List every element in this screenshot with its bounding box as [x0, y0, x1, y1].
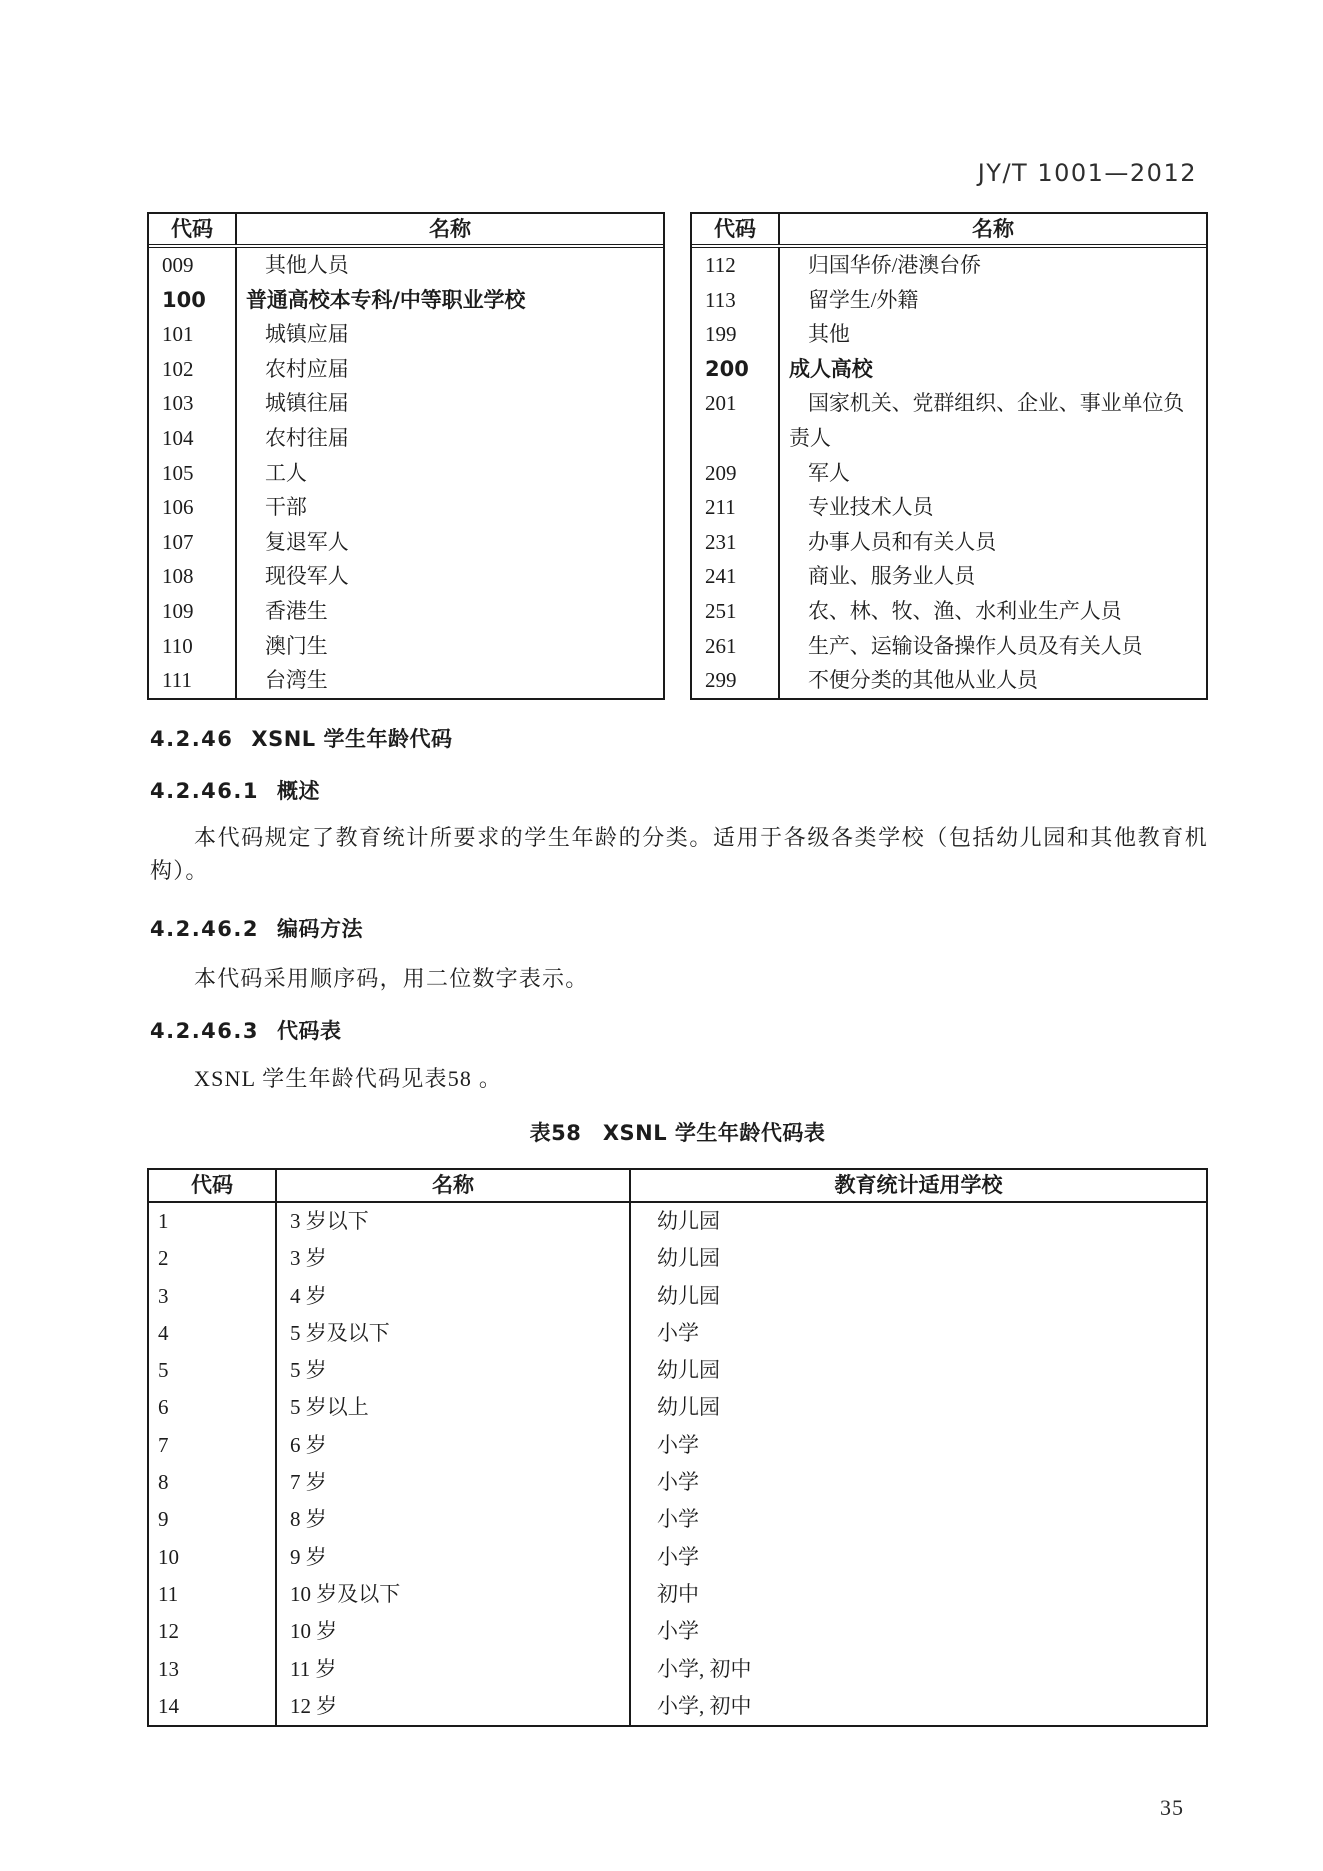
school-cell: 幼儿园: [629, 1389, 1206, 1426]
column-header-code: 代码: [191, 1173, 233, 1197]
name-cell: 成人高校: [778, 352, 1206, 387]
code-cell: 241: [705, 564, 737, 589]
table-row: [692, 456, 1206, 491]
section-number: 4.2.46.1: [150, 779, 259, 803]
name-cell: 城镇应届: [235, 317, 663, 352]
name-cell: 农村应届: [235, 352, 663, 387]
column-header-code: 代码: [714, 217, 756, 241]
column-header-school: 教育统计适用学校: [629, 1170, 1206, 1201]
code-cell: 113: [705, 287, 736, 312]
table-row: [149, 283, 663, 318]
section-title: 概述: [277, 779, 320, 803]
name-cell: 现役军人: [235, 559, 663, 594]
section-heading-4-2-46-3: [150, 1018, 342, 1044]
section-number: 4.2.46: [150, 727, 234, 751]
name-cell: 留学生/外籍: [778, 283, 1206, 318]
code-cell: 11: [158, 1581, 179, 1606]
table-row: [149, 1278, 1206, 1315]
column-header-name: 名称: [275, 1170, 629, 1201]
name-cell: 普通高校本专科/中等职业学校: [235, 283, 663, 318]
code-cell: 6: [158, 1395, 169, 1420]
table-row: [149, 594, 663, 629]
name-cell: 11 岁: [275, 1651, 629, 1688]
paragraph-overview: 本代码规定了教育统计所要求的学生年龄的分类。适用于各级各类学校（包括幼儿园和其他教育机构）。: [150, 825, 1208, 883]
school-cell: 幼儿园: [629, 1240, 1206, 1277]
table-row: [149, 1389, 1206, 1426]
table58: [147, 1168, 1208, 1727]
table58-caption: 表58 XSNL 学生年龄代码表: [529, 1121, 826, 1145]
name-cell: 农、林、牧、渔、水利业生产人员: [778, 594, 1206, 629]
table-row: [149, 1352, 1206, 1389]
name-cell: 城镇往届: [235, 386, 663, 421]
table-row: [692, 248, 1206, 283]
table-header-row: [149, 1170, 1206, 1203]
code-cell: 211: [705, 495, 736, 520]
school-cell: 初中: [629, 1576, 1206, 1613]
school-cell: 幼儿园: [629, 1352, 1206, 1389]
name-cell: 不便分类的其他从业人员: [778, 663, 1206, 698]
name-cell: 9 岁: [275, 1539, 629, 1576]
column-header-code: 代码: [171, 217, 213, 241]
table-row: [149, 1613, 1206, 1650]
column-header-name: 名称: [778, 214, 1206, 244]
name-cell: 商业、服务业人员: [778, 559, 1206, 594]
code-cell: 4: [158, 1320, 169, 1345]
code-cell: 105: [162, 460, 194, 485]
name-cell: 3 岁以下: [275, 1203, 629, 1240]
school-cell: 小学: [629, 1613, 1206, 1650]
name-cell: 3 岁: [275, 1240, 629, 1277]
code-cell: 101: [162, 322, 194, 347]
standard-number: JY/T 1001—2012: [977, 159, 1197, 187]
table-row: [149, 248, 663, 283]
school-cell: 幼儿园: [629, 1203, 1206, 1240]
table-row: [149, 352, 663, 387]
code-cell: 13: [158, 1656, 179, 1681]
table-row: [692, 317, 1206, 352]
code-cell: 8: [158, 1470, 169, 1495]
code-cell: 14: [158, 1693, 179, 1718]
code-cell: 199: [705, 322, 737, 347]
table-row: [692, 283, 1206, 318]
table-row: [149, 386, 663, 421]
code-cell: 209: [705, 460, 737, 485]
name-cell: 5 岁及以下: [275, 1315, 629, 1352]
school-cell: 小学: [629, 1539, 1206, 1576]
name-cell: 8 岁: [275, 1501, 629, 1538]
table-body: [149, 248, 663, 698]
table-row: [692, 386, 1206, 455]
name-cell: 5 岁: [275, 1352, 629, 1389]
name-cell: 台湾生: [235, 663, 663, 698]
table-row: [692, 594, 1206, 629]
school-cell: 小学, 初中: [629, 1651, 1206, 1688]
name-cell: 其他: [778, 317, 1206, 352]
code-cell: 106: [162, 495, 194, 520]
code-cell: 251: [705, 598, 737, 623]
table-row: [149, 559, 663, 594]
code-cell: 12: [158, 1619, 179, 1644]
code-cell: 107: [162, 529, 194, 554]
name-cell: 农村往届: [235, 421, 663, 456]
school-cell: 小学: [629, 1464, 1206, 1501]
code-cell: 2: [158, 1246, 169, 1271]
name-cell: 生产、运输设备操作人员及有关人员: [778, 629, 1206, 664]
table-row: [149, 1688, 1206, 1725]
name-cell: 国家机关、党群组织、企业、事业单位负责人: [778, 386, 1206, 455]
table-body: [149, 1203, 1206, 1725]
name-cell: 军人: [778, 456, 1206, 491]
table-row: [692, 525, 1206, 560]
table-row: [149, 1315, 1206, 1352]
table-row: [149, 1240, 1206, 1277]
school-cell: 幼儿园: [629, 1278, 1206, 1315]
name-cell: 澳门生: [235, 629, 663, 664]
table-row: [149, 421, 663, 456]
section-number: 4.2.46.3: [150, 1019, 259, 1043]
section-title: 代码表: [277, 1019, 342, 1043]
code-cell: 108: [162, 564, 194, 589]
table-row: [692, 629, 1206, 664]
code-cell: 10: [158, 1544, 179, 1569]
table-row: [149, 629, 663, 664]
name-cell: 6 岁: [275, 1427, 629, 1464]
code-table-left: [147, 212, 665, 700]
code-cell: 9: [158, 1507, 169, 1532]
table-row: [692, 352, 1206, 387]
table-row: [149, 1651, 1206, 1688]
code-cell: 100: [162, 287, 206, 312]
paragraph-code-table-ref: XSNL 学生年龄代码见表58 。: [194, 1066, 503, 1091]
table-row: [149, 663, 663, 698]
code-cell: 200: [705, 356, 749, 381]
school-cell: 小学: [629, 1501, 1206, 1538]
name-cell: 工人: [235, 456, 663, 491]
code-cell: 299: [705, 668, 737, 693]
table-row: [149, 490, 663, 525]
school-cell: 小学, 初中: [629, 1688, 1206, 1725]
table-row: [149, 525, 663, 560]
code-cell: 102: [162, 356, 194, 381]
code-table-right: [690, 212, 1208, 700]
code-cell: 1: [158, 1209, 169, 1233]
name-cell: 10 岁及以下: [275, 1576, 629, 1613]
name-cell: 复退军人: [235, 525, 663, 560]
name-cell: 7 岁: [275, 1464, 629, 1501]
section-heading-4-2-46-2: [150, 916, 363, 942]
code-cell: 7: [158, 1432, 169, 1457]
table-row: [149, 1501, 1206, 1538]
name-cell: 香港生: [235, 594, 663, 629]
code-cell: 231: [705, 529, 737, 554]
column-header-name: 名称: [235, 214, 663, 244]
paragraph-coding-method: 本代码采用顺序码，用二位数字表示。: [194, 966, 589, 991]
table-row: [149, 1427, 1206, 1464]
school-cell: 小学: [629, 1427, 1206, 1464]
school-cell: 小学: [629, 1315, 1206, 1352]
code-cell: 3: [158, 1283, 169, 1308]
section-heading-4-2-46: [150, 726, 453, 752]
name-cell: 12 岁: [275, 1688, 629, 1725]
name-cell: 10 岁: [275, 1613, 629, 1650]
code-cell: 109: [162, 598, 194, 623]
name-cell: 专业技术人员: [778, 490, 1206, 525]
table-row: [149, 1539, 1206, 1576]
table-row: [692, 559, 1206, 594]
table-row: [692, 490, 1206, 525]
code-cell: 110: [162, 633, 193, 658]
table-row: [149, 456, 663, 491]
name-cell: 5 岁以上: [275, 1389, 629, 1426]
name-cell: 其他人员: [235, 248, 663, 283]
section-heading-4-2-46-1: [150, 778, 320, 804]
table-row: [149, 1576, 1206, 1613]
code-cell: 201: [705, 391, 737, 416]
table-row: [149, 1203, 1206, 1240]
table-row: [149, 1464, 1206, 1501]
table-row: [149, 317, 663, 352]
table-row: [692, 663, 1206, 698]
table-body: [692, 248, 1206, 698]
code-cell: 009: [162, 253, 194, 277]
name-cell: 4 岁: [275, 1278, 629, 1315]
name-cell: 办事人员和有关人员: [778, 525, 1206, 560]
table-header-row: [692, 214, 1206, 248]
code-cell: 112: [705, 253, 736, 277]
name-cell: 归国华侨/港澳台侨: [778, 248, 1206, 283]
code-cell: 5: [158, 1358, 169, 1383]
code-cell: 104: [162, 425, 194, 450]
page-number: 35: [1160, 1795, 1184, 1820]
code-cell: 261: [705, 633, 737, 658]
name-cell: 干部: [235, 490, 663, 525]
section-number: 4.2.46.2: [150, 917, 259, 941]
code-cell: 111: [162, 668, 192, 693]
code-cell: 103: [162, 391, 194, 416]
table-header-row: [149, 214, 663, 248]
section-title: XSNL 学生年龄代码: [251, 727, 453, 751]
section-title: 编码方法: [277, 917, 363, 941]
